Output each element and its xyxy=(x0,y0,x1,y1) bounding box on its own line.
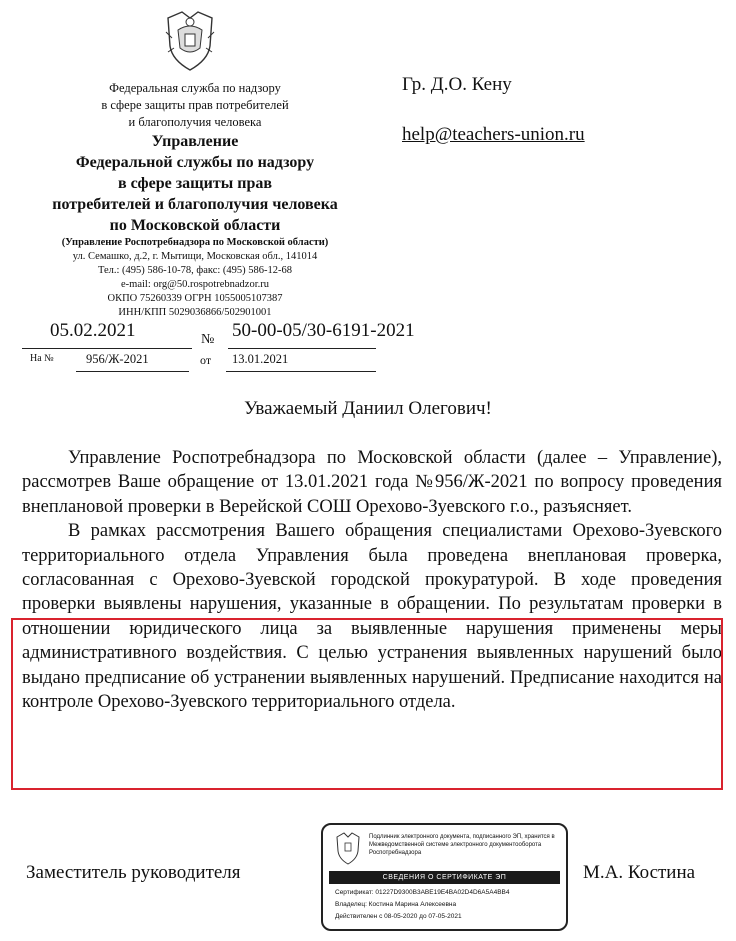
registration-number: 50-00-05/30-6191-2021 xyxy=(232,320,415,341)
agency-name-line-3: и благополучия человека xyxy=(128,115,262,129)
stamp-certificate: Сертификат: 01227D9300B3ABE19E4BA02D4D6A5A4BB4 xyxy=(335,889,510,896)
registration-number-label: № xyxy=(201,332,215,347)
reference-number: 956/Ж-2021 xyxy=(86,352,149,366)
department-okpo: ОКПО 75260339 ОГРН 1055005107387 xyxy=(107,293,283,304)
reference-date: 13.01.2021 xyxy=(232,352,289,366)
electronic-signature-stamp xyxy=(321,823,568,931)
reference-date-line xyxy=(226,369,376,372)
reference-number-line xyxy=(76,369,189,372)
registration-date: 05.02.2021 xyxy=(50,320,136,341)
reference-from-label: от xyxy=(200,353,212,367)
recipient-email-link[interactable]: help@teachers-union.ru xyxy=(402,124,585,145)
stamp-note: Подлинник электронного документа, подписанного ЭП, хранится в Межведомственной системе электронного документооборота Роспотребнадзора xyxy=(369,834,555,856)
stamp-validity: Действителен с 08-05-2020 до 07-05-2021 xyxy=(335,913,462,920)
registration-date-line xyxy=(22,342,192,349)
stamp-owner: Владелец: Костина Марина Алексеевна xyxy=(335,901,457,908)
coat-of-arms-emblem-icon xyxy=(160,8,220,76)
greeting: Уважаемый Даниил Олегович! xyxy=(244,398,492,419)
stamp-emblem-icon xyxy=(333,831,363,867)
department-inn: ИНН/КПП 5029036866/502901001 xyxy=(118,307,272,318)
department-address: ул. Семашко, д.2, г. Мытищи, Московская обл., 141014 xyxy=(72,251,318,262)
stamp-band: СВЕДЕНИЯ О СЕРТИФИКАТЕ ЭП xyxy=(329,871,560,884)
department-line-4: потребителей и благополучия человека xyxy=(52,196,338,213)
department-line-2: Федеральной службы по надзору xyxy=(75,154,315,171)
department-line-1: Управление xyxy=(151,133,239,150)
department-email: e-mail: org@50.rospotrebnadzor.ru xyxy=(121,279,269,290)
department-line-5: по Московской области xyxy=(109,217,281,234)
paragraph-2: В рамках рассмотрения Вашего обращения специалистами Орехово-Зуевского территориального отдела Управления была проведена внеплановая проверка, согласованная с Орехово-Зуевской городской прокуратурой. В ходе проведения проверки выявлены нарушения, указанные в обращении. По результатам проверки в отношении юридического лица за выявленные нарушения применены меры административного воздействия. С целью устранения выявленных нарушений было выдано предписание об устранении выявленных нарушений. Предписание находится на контроле Орехово-Зуевского территориального отдела. xyxy=(22,521,722,713)
agency-name-line-2: в сфере защиты прав потребителей xyxy=(101,98,289,112)
agency-name-line-1: Федеральная служба по надзору xyxy=(109,81,281,95)
signer-name: М.А. Костина xyxy=(583,862,696,883)
department-line-3: в сфере защиты прав xyxy=(118,175,272,192)
agency-header xyxy=(20,80,370,320)
highlight-box xyxy=(11,618,723,790)
recipient-name: Гр. Д.О. Кену xyxy=(402,74,512,95)
department-phones: Тел.: (495) 586-10-78, факс: (495) 586-12-68 xyxy=(97,265,293,276)
department-short-name: (Управление Роспотребнадзора по Московской области) xyxy=(61,237,329,248)
signer-position: Заместитель руководителя xyxy=(26,862,241,883)
registration-number-line xyxy=(228,342,376,349)
reference-label: На № xyxy=(30,353,54,364)
paragraph-1: Управление Роспотребнадзора по Московской области (далее – Управление), рассмотрев Ваше обращение от 13.01.2021 года №956/Ж-2021 по вопросу проведения внеплановой проверки в Верейской СОШ Орехово-Зуевского г.о., разъясняет. xyxy=(22,448,722,517)
